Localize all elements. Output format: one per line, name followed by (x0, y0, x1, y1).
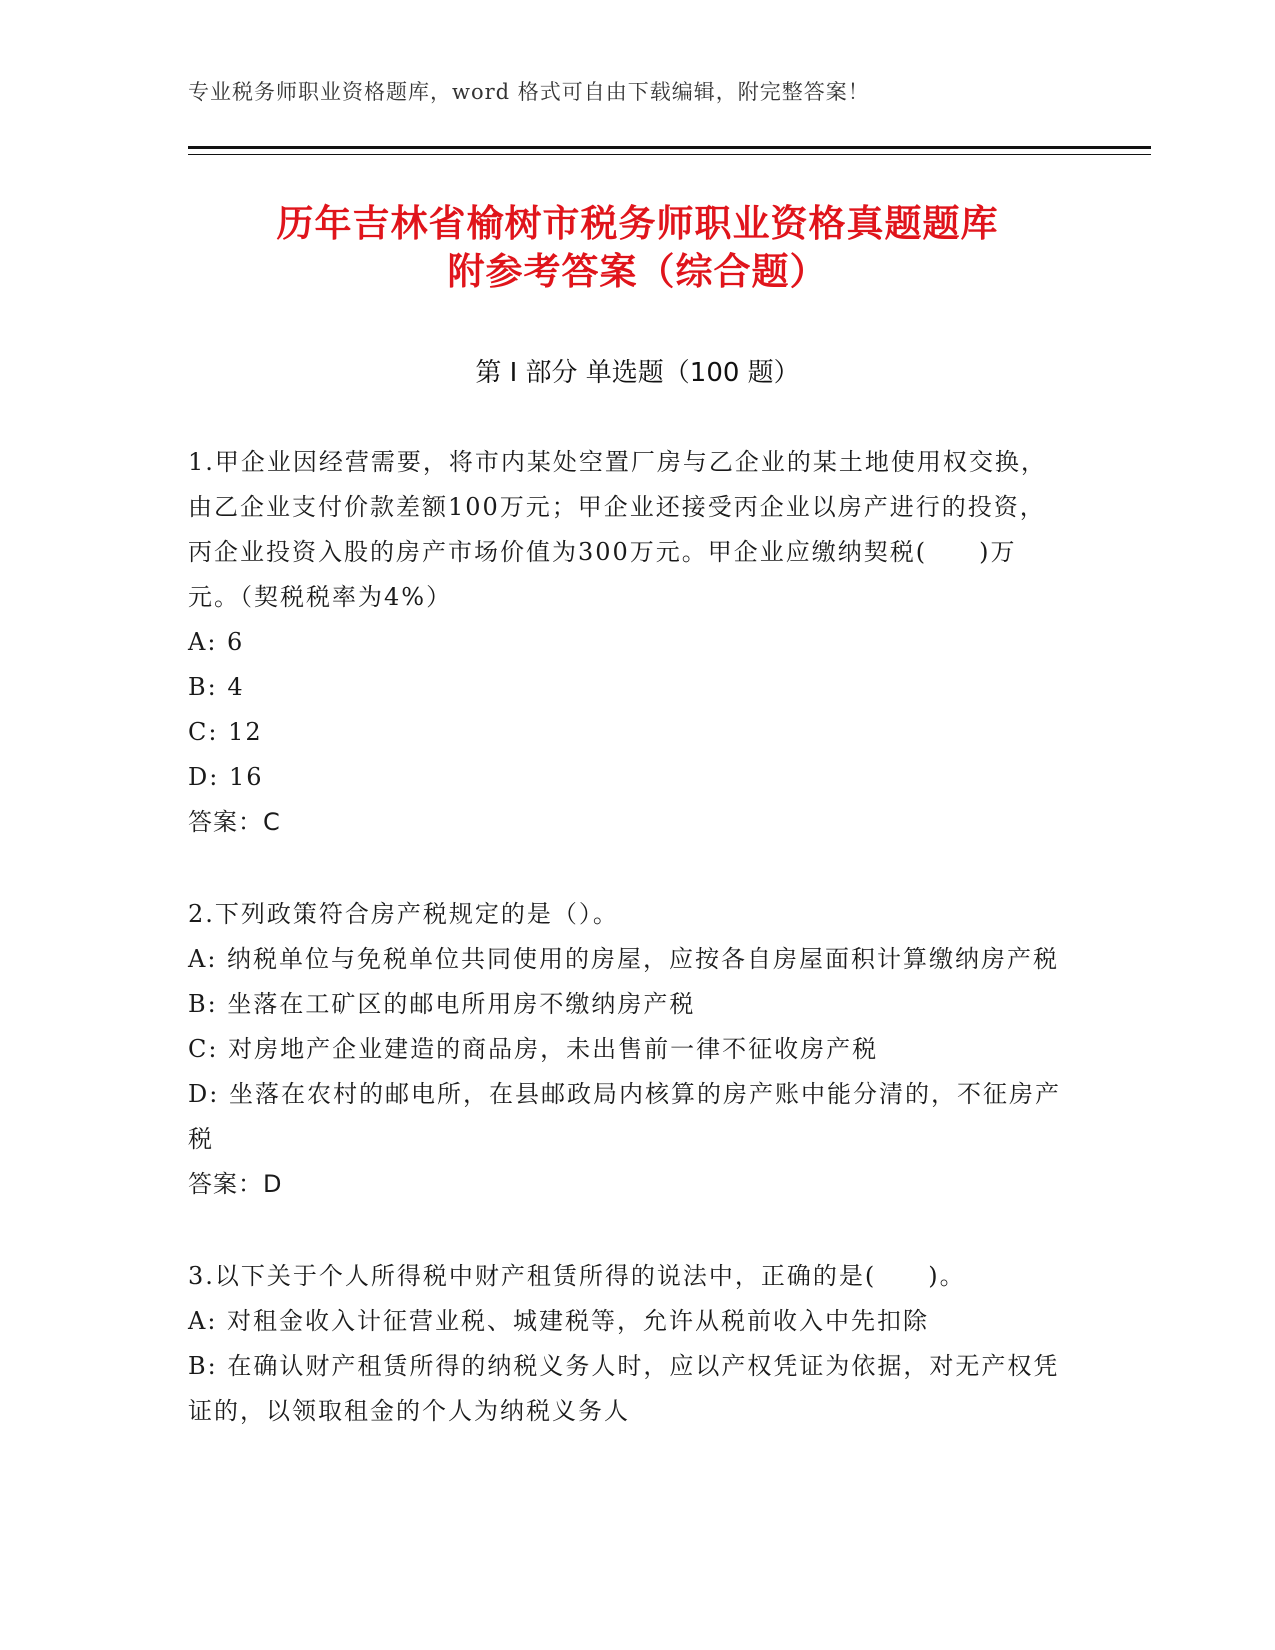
title-line-2: 附参考答案（综合题） (447, 250, 828, 293)
option-c: C: 对房地产企业建造的商品房，未出售前一律不征收房产税 (188, 1035, 879, 1063)
header-rule-thick (188, 146, 1151, 149)
question-1 (188, 440, 1068, 845)
question-stem: 2.下列政策符合房产税规定的是（）。 (188, 900, 619, 928)
option-b: B: 在确认财产租赁所得的纳税义务人时，应以产权凭证为依据，对无产权凭证的，以领取租金的个人为纳税义务人 (188, 1352, 1060, 1425)
option-a: A: 6 (188, 628, 245, 656)
header-rule-thin (188, 154, 1151, 155)
question-stem: 3.以下关于个人所得税中财产租赁所得的说法中，正确的是( )。 (188, 1262, 966, 1290)
option-d: D: 坐落在农村的邮电所，在县邮政局内核算的房产账中能分清的，不征房产税 (188, 1080, 1061, 1153)
question-stem: 1.甲企业因经营需要，将市内某处空置厂房与乙企业的某土地使用权交换，由乙企业支付价款差额100万元；甲企业还接受丙企业以房产进行的投资，丙企业投资入股的房产市场价值为300万元。甲企业应缴纳契税( )万元。（契税税率为4%） (188, 448, 1047, 611)
option-a: A: 对租金收入计征营业税、城建税等，允许从税前收入中先扣除 (188, 1307, 930, 1335)
section-title: 第 I 部分 单选题（100 题） (475, 358, 800, 388)
answer-label: 答案：D (188, 1170, 283, 1198)
option-a: A: 纳税单位与免税单位共同使用的房屋，应按各自房屋面积计算缴纳房产税 (188, 945, 1060, 973)
answer-label: 答案：C (188, 808, 281, 836)
option-b: B: 4 (188, 673, 245, 701)
question-gap (188, 845, 1068, 892)
document-title (150, 200, 1125, 296)
question-3 (188, 1254, 1068, 1434)
option-b: B: 坐落在工矿区的邮电所用房不缴纳房产税 (188, 990, 696, 1018)
header-note: 专业税务师职业资格题库，word 格式可自由下载编辑，附完整答案！ (188, 80, 870, 104)
question-gap (188, 1207, 1068, 1254)
question-list (188, 440, 1068, 1434)
question-2 (188, 892, 1068, 1207)
option-d: D: 16 (188, 763, 264, 791)
option-c: C: 12 (188, 718, 263, 746)
title-line-1: 历年吉林省榆树市税务师职业资格真题题库 (276, 202, 999, 245)
